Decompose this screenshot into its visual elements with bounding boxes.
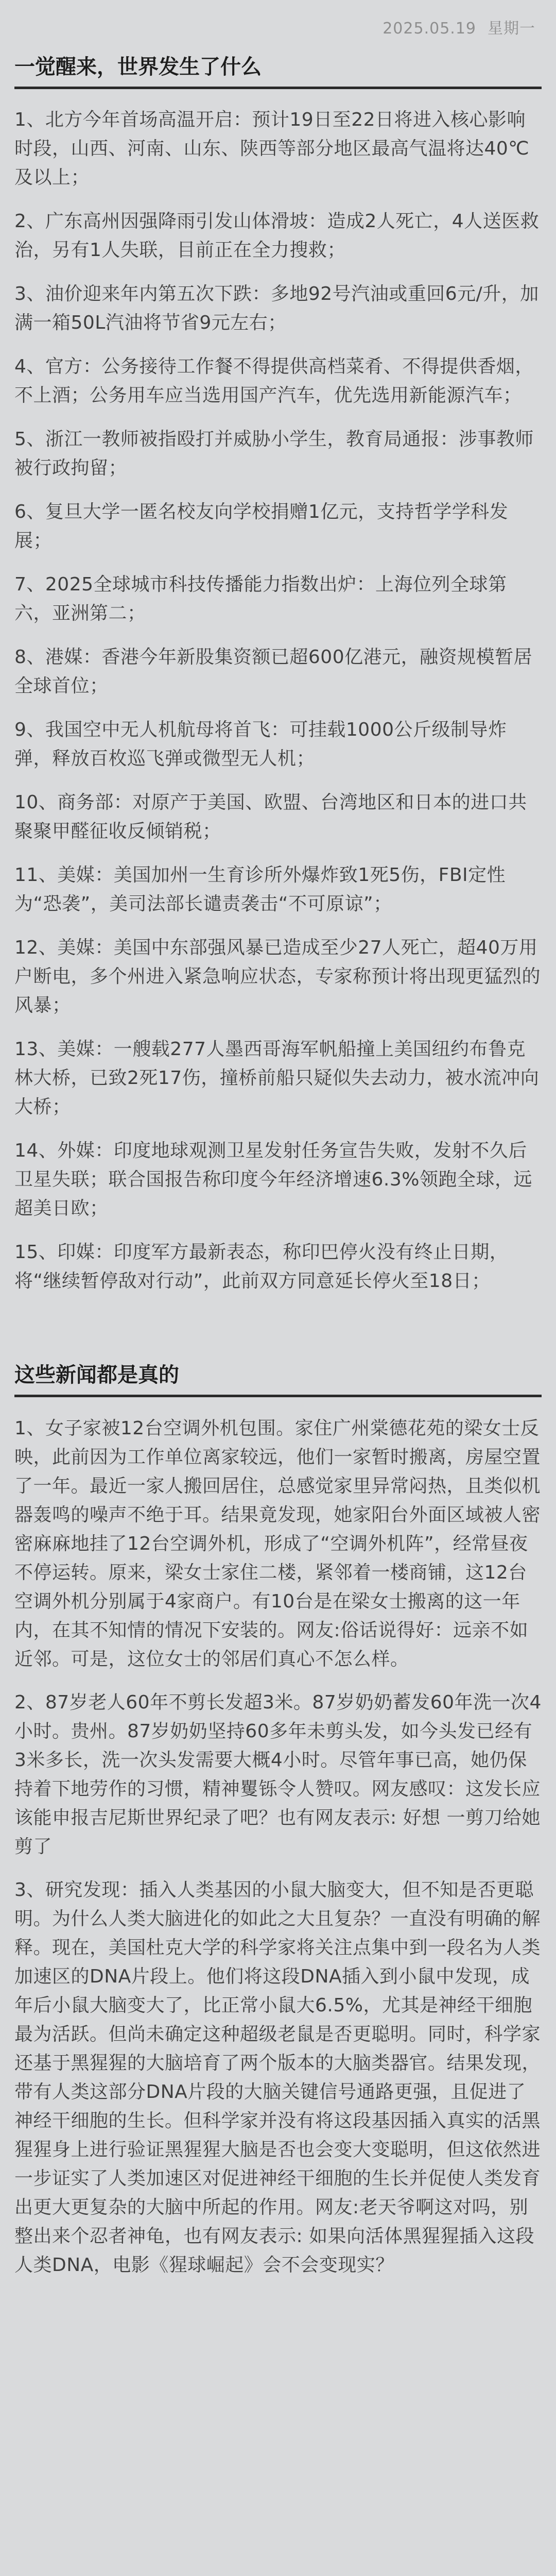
news-item: 10、商务部：对原产于美国、欧盟、台湾地区和日本的进口共聚聚甲醛征收反倾销税； <box>14 792 527 842</box>
news-list <box>14 106 542 1311</box>
news-item: 13、美媒：一艘载277人墨西哥海军帆船撞上美国纽约布鲁克林大桥，已致2死17伤，撞桥前船只疑似失去动力，被水流冲向大桥； <box>14 1039 540 1117</box>
date-text: 2025.05.19 <box>383 20 476 38</box>
news-item: 1、北方今年首场高温开启：预计19日至22日将进入核心影响时段，山西、河南、山东、陕西等部分地区最高气温将达40℃及以上； <box>14 109 530 188</box>
true-news-item: 1、女子家被12台空调外机包围。家住广州棠德花苑的梁女士反映，此前因为工作单位离家较远，他们一家暂时搬离，房屋空置了一年。最近一家人搬回居住，总感觉家里异常闷热，且类似机器轰鸣的噪声不绝于耳。结果竟发现，她家阳台外面区域被人密密麻麻地挂了12台空调外机，形成了“空调外机阵”，经常昼夜不停运转。原来，梁女士家住二楼，紧邻着一楼商铺，这12台空调外机分别属于4家商户。有10台是在梁女士搬离的这一年内，在其不知情的情况下安装的。网友:俗话说得好：远亲不如近邻。可是，这位女士的邻居们真心不怎么样。 <box>14 1418 541 1670</box>
news-item: 14、外媒：印度地球观测卫星发射任务宣告失败，发射不久后卫星失联；联合国报告称印度今年经济增速6.3%领跑全球，远超美日欧； <box>14 1140 532 1219</box>
news-item: 12、美媒：美国中东部强风暴已造成至少27人死亡，超40万用户断电，多个州进入紧急响应状态，专家称预计将出现更猛烈的风暴； <box>14 937 541 1016</box>
news-section-header <box>14 55 542 89</box>
section-divider <box>14 87 542 89</box>
news-item: 8、港媒：香港今年新股集资额已超600亿港元，融资规模暂居全球首位； <box>14 647 533 697</box>
news-item: 6、复旦大学一匿名校友向学校捐赠1亿元，支持哲学学科发展； <box>14 501 509 551</box>
news-section-title: 一觉醒来，世界发生了什么 <box>14 55 262 79</box>
news-item: 3、油价迎来年内第五次下跌：多地92号汽油或重回6元/升，加满一箱50L汽油将节省9元左右； <box>14 283 539 333</box>
news-item: 2、广东高州因强降雨引发山体滑坡：造成2人死亡，4人送医救治，另有1人失联，目前正在全力搜救； <box>14 211 540 261</box>
date-row <box>383 15 535 38</box>
news-item: 15、印媒：印度军方最新表态，称印巴停火没有终止日期，将“继续暂停敌对行动”，此前双方同意延长停火至18日； <box>14 1242 509 1292</box>
true-news-item: 3、研究发现：插入人类基因的小鼠大脑变大，但不知是否更聪明。为什么人类大脑进化的如此之大且复杂？一直没有明确的解释。现在，美国杜克大学的科学家将关注点集中到一段名为人类加速区的DNA片段上。他们将这段DNA插入到小鼠中发现，成年后小鼠大脑变大了，比正常小鼠大6.5%，尤其是神经干细胞最为活跃。但尚未确定这种超级老鼠是否更聪明。同时，科学家还基于黑猩猩的大脑培育了两个版本的大脑类器官。结果发现，带有人类这部分DNA片段的大脑关键信号通路更强，且促进了神经干细胞的生长。但科学家并没有将这段基因插入真实的活黑猩猩身上进行验证黑猩猩大脑是否也会变大变聪明，但这依然进一步证实了人类加速区对促进神经干细胞的生长并促使人类发育出更大更复杂的大脑中所起的作用。网友:老天爷啊这对吗，别整出来个忍者神龟，也有网友表示: 如果向活体黑猩猩插入这段人类DNA，电影《猩球崛起》会不会变现实？ <box>14 1879 541 2276</box>
true-news-section-title: 这些新闻都是真的 <box>14 1363 179 1387</box>
news-item: 4、官方：公务接待工作餐不得提供高档菜肴、不得提供香烟，不上酒；公务用车应当选用国产汽车，优先选用新能源汽车； <box>14 356 534 406</box>
true-news-list <box>14 1414 542 2294</box>
true-news-section-header <box>14 1363 542 1397</box>
news-item: 11、美媒：美国加州一生育诊所外爆炸致1死5伤，FBI定性为“恐袭”，美司法部长谴责袭击“不可原谅”； <box>14 865 506 914</box>
news-item: 9、我国空中无人机航母将首飞：可挂载1000公斤级制导炸弹，释放百枚巡飞弹或微型无人机； <box>14 719 507 769</box>
news-item: 5、浙江一教师被指殴打并威胁小学生，教育局通报：涉事教师被行政拘留； <box>14 429 534 479</box>
weekday-text: 星期一 <box>488 20 535 38</box>
true-news-item: 2、87岁老人60年不剪长发超3米。87岁奶奶蓄发60年洗一次4小时。贵州。87岁奶奶坚持60多年未剪头发，如今头发已经有3米多长，洗一次头发需要大概4小时。尽管年事已高，她仍保持着下地劳作的习惯，精神矍铄令人赞叹。网友感叹：这发长应该能申报吉尼斯世界纪录了吧？也有网友表示: 好想 一剪刀给她剪了 <box>14 1692 542 1857</box>
section-divider <box>14 1395 542 1397</box>
news-item: 7、2025全球城市科技传播能力指数出炉：上海位列全球第六，亚洲第二； <box>14 574 507 624</box>
